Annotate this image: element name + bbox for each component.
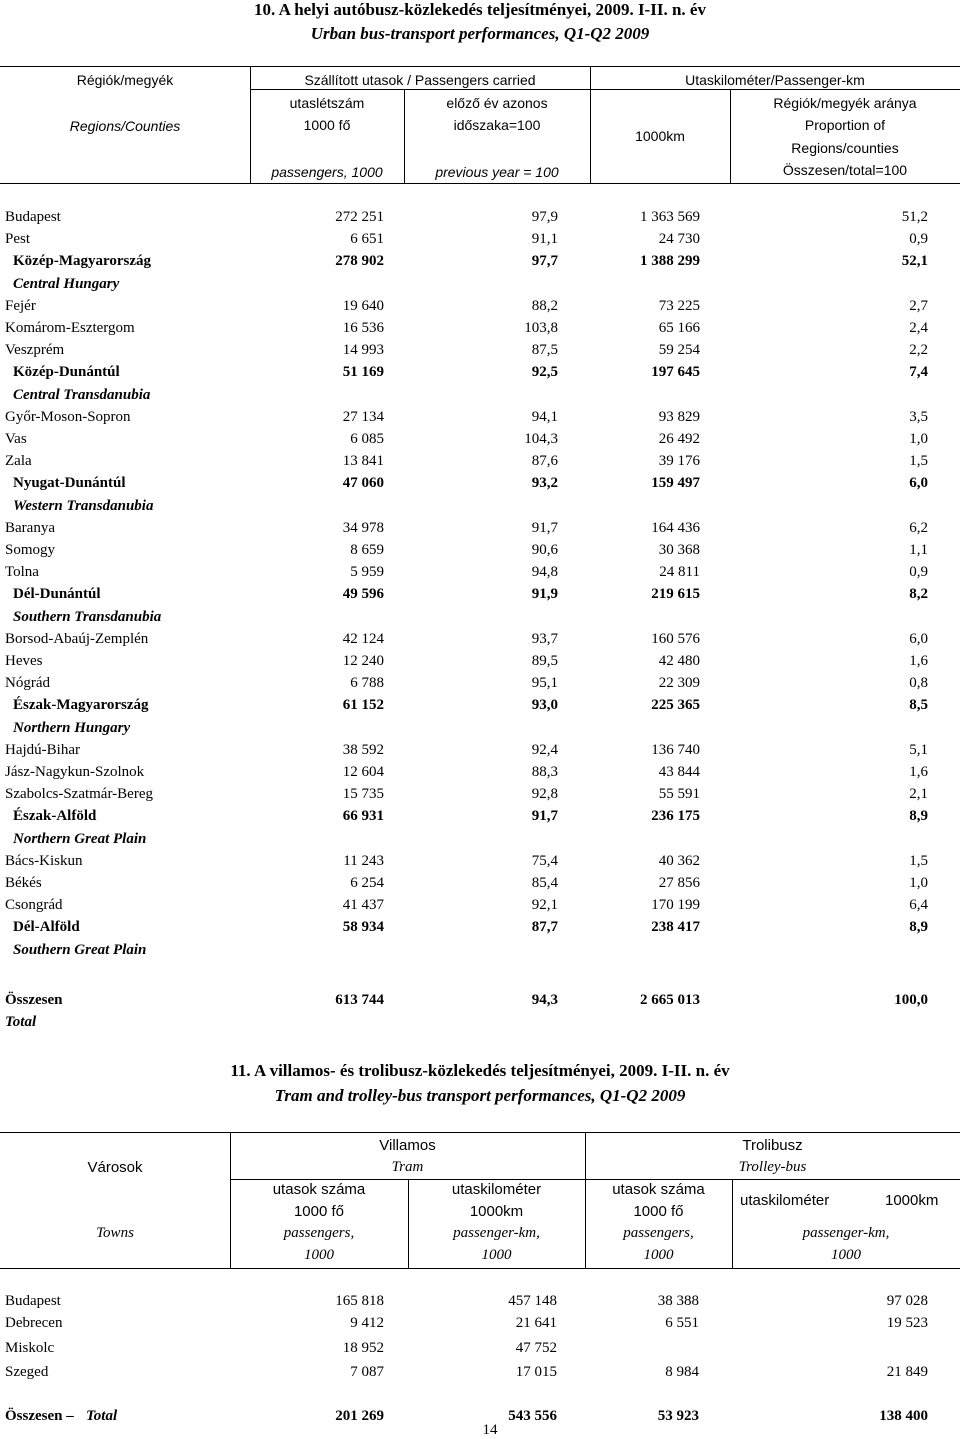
tram-passenger-km: 457 148 (508, 1293, 557, 1309)
table10-header-top-rule (0, 66, 960, 67)
row-share: 6,4 (909, 897, 928, 913)
row-km: 27 856 (658, 875, 700, 891)
row-index: 85,4 (531, 875, 558, 891)
region-row (0, 250, 960, 272)
table10-total-en-row (0, 1011, 960, 1033)
row-share: 2,2 (909, 342, 928, 358)
region-name-en: Northern Great Plain (13, 831, 147, 847)
trolley-passengers: 8 984 (665, 1364, 699, 1380)
t11-total-trolley-pass: 53 923 (657, 1408, 699, 1424)
header-trolley-pkm-hu: utaskilométer (740, 1192, 830, 1209)
row-name: Dél-Dunántúl (13, 586, 101, 602)
row-name: Veszprém (5, 342, 65, 358)
region-row (0, 361, 960, 383)
row-km: 1 388 299 (640, 253, 700, 269)
row-share: 8,9 (909, 808, 928, 824)
t11-total-trolley-pkm: 138 400 (879, 1408, 928, 1424)
row-passengers: 41 437 (342, 897, 384, 913)
trolley-passenger-km: 19 523 (886, 1315, 928, 1331)
region-name-en: Western Transdanubia (13, 498, 154, 514)
header-trolley-pkm-en-unit: 1000 (831, 1247, 861, 1263)
region-name-en-row (0, 606, 960, 628)
region-name-en: Southern Transdanubia (13, 609, 162, 625)
row-name: Tolna (5, 564, 39, 580)
row-km: 170 199 (651, 897, 700, 913)
region-name-en-row (0, 384, 960, 406)
county-row (0, 783, 960, 805)
town-row (0, 1290, 960, 1312)
table10-total-row (0, 989, 960, 1011)
row-index: 104,3 (524, 431, 558, 447)
header-count-hu: utaslétszám (289, 95, 365, 111)
total-share: 100,0 (894, 992, 928, 1008)
county-row (0, 228, 960, 250)
row-name: Békés (5, 875, 42, 891)
row-km: 24 730 (658, 231, 700, 247)
header-tram-pkm-unit: 1000km (469, 1203, 524, 1220)
row-name: Somogy (5, 542, 56, 558)
t11-total-name-en: Total (86, 1408, 118, 1424)
region-name-en: Central Hungary (13, 276, 120, 292)
header-regions-hu: Régiók/megyék (76, 72, 174, 88)
row-name: Jász-Nagykun-Szolnok (5, 764, 145, 780)
tram-passengers: 165 818 (335, 1293, 384, 1309)
row-name: Bács-Kiskun (5, 853, 83, 869)
row-km: 26 492 (658, 431, 700, 447)
row-share: 6,0 (909, 475, 928, 491)
row-index: 97,7 (531, 253, 558, 269)
row-name: Közép-Dunántúl (13, 364, 120, 380)
trolley-passenger-km: 97 028 (886, 1293, 928, 1309)
row-index: 89,5 (531, 653, 558, 669)
row-passengers: 12 604 (342, 764, 384, 780)
row-km: 30 368 (658, 542, 700, 558)
row-passengers: 12 240 (342, 653, 384, 669)
row-passengers: 5 959 (350, 564, 384, 580)
county-row (0, 672, 960, 694)
region-row (0, 916, 960, 938)
header-count-en: passengers, 1000 (271, 164, 383, 180)
header-passenger-km: Utaskilométer/Passenger-km (685, 72, 865, 88)
row-index: 90,6 (531, 542, 558, 558)
row-passengers: 16 536 (342, 320, 384, 336)
header-tram-pass-hu: utasok száma (272, 1181, 366, 1198)
header-prev-hu-2: időszaka=100 (453, 117, 541, 133)
row-index: 91,1 (531, 231, 558, 247)
row-share: 0,8 (909, 675, 928, 691)
header-tram-en: Tram (391, 1159, 424, 1175)
row-km: 22 309 (658, 675, 700, 691)
row-index: 88,3 (531, 764, 558, 780)
tram-passengers: 9 412 (350, 1315, 384, 1331)
row-passengers: 42 124 (342, 631, 384, 647)
row-index: 88,2 (531, 298, 558, 314)
county-row (0, 295, 960, 317)
row-index: 93,0 (531, 697, 558, 713)
region-name-en-row (0, 273, 960, 295)
region-row (0, 805, 960, 827)
row-passengers: 49 596 (342, 586, 384, 602)
row-share: 1,6 (909, 653, 928, 669)
row-name: Győr-Moson-Sopron (5, 409, 131, 425)
header-trolley-pkm-en: passenger-km, (802, 1225, 890, 1241)
header-share-en-2: Regions/counties (791, 140, 899, 156)
row-share: 0,9 (909, 231, 928, 247)
total-name: Összesen (5, 992, 63, 1008)
row-km: 40 362 (658, 853, 700, 869)
header-km-unit: 1000km (635, 128, 685, 144)
row-passengers: 6 085 (350, 431, 384, 447)
header-trolley-pass-hu: utasok száma (612, 1181, 705, 1198)
county-row (0, 739, 960, 761)
town-name: Debrecen (5, 1315, 63, 1331)
row-share: 1,0 (909, 431, 928, 447)
trolley-passengers: 6 551 (665, 1315, 699, 1331)
row-index: 87,7 (531, 919, 558, 935)
row-index: 91,9 (531, 586, 558, 602)
town-row (0, 1312, 960, 1334)
row-km: 225 365 (651, 697, 700, 713)
town-row (0, 1337, 960, 1359)
region-row (0, 583, 960, 605)
row-km: 65 166 (658, 320, 700, 336)
table10-header-bottom-rule (0, 183, 960, 184)
row-index: 92,5 (531, 364, 558, 380)
row-name: Budapest (5, 209, 61, 225)
row-passengers: 278 902 (335, 253, 384, 269)
header-tram-pass-en-unit: 1000 (304, 1247, 334, 1263)
table10-title-en: Urban bus-transport performances, Q1-Q2 2009 (310, 24, 650, 43)
row-name: Heves (5, 653, 43, 669)
region-name-en-row (0, 495, 960, 517)
town-name: Szeged (5, 1364, 49, 1380)
row-passengers: 34 978 (342, 520, 384, 536)
row-share: 2,4 (909, 320, 928, 336)
row-passengers: 66 931 (342, 808, 384, 824)
row-km: 55 591 (658, 786, 700, 802)
row-km: 43 844 (658, 764, 700, 780)
county-row (0, 206, 960, 228)
county-row (0, 650, 960, 672)
row-passengers: 13 841 (342, 453, 384, 469)
header-trolley-en: Trolley-bus (738, 1159, 807, 1175)
header-count-unit: 1000 fő (303, 117, 351, 133)
header-trolley-pass-unit: 1000 fő (633, 1203, 684, 1220)
region-name-en: Central Transdanubia (13, 387, 151, 403)
row-passengers: 47 060 (342, 475, 384, 491)
region-row (0, 694, 960, 716)
row-share: 0,9 (909, 564, 928, 580)
total-index: 94,3 (531, 992, 558, 1008)
region-name-en-row (0, 939, 960, 961)
header-tram-pkm-hu: utaskilométer (451, 1181, 542, 1198)
row-share: 6,2 (909, 520, 928, 536)
county-row (0, 894, 960, 916)
trolley-passenger-km: 21 849 (886, 1364, 928, 1380)
row-km: 159 497 (651, 475, 700, 491)
row-share: 1,5 (909, 853, 928, 869)
header-share-en-1: Proportion of (804, 117, 886, 133)
county-row (0, 450, 960, 472)
row-name: Közép-Magyarország (13, 253, 152, 269)
row-index: 92,8 (531, 786, 558, 802)
county-row (0, 872, 960, 894)
row-name: Borsod-Abaúj-Zemplén (5, 631, 149, 647)
row-passengers: 272 251 (335, 209, 384, 225)
row-share: 3,5 (909, 409, 928, 425)
row-km: 238 417 (651, 919, 700, 935)
header-prev-en: previous year = 100 (435, 164, 559, 180)
region-row (0, 472, 960, 494)
row-passengers: 6 254 (350, 875, 384, 891)
header-tram-pass-unit: 1000 fő (293, 1203, 345, 1220)
row-name: Csongrád (5, 897, 63, 913)
row-passengers: 61 152 (342, 697, 384, 713)
table10-header-mid-rule (250, 89, 960, 90)
row-share: 2,1 (909, 786, 928, 802)
row-index: 92,1 (531, 897, 558, 913)
table11-title-hu: 11. A villamos- és trolibusz-közlekedés teljesítményei, 2009. I-II. n. év (230, 1061, 730, 1080)
row-km: 160 576 (651, 631, 700, 647)
row-name: Nógrád (5, 675, 50, 691)
row-share: 1,0 (909, 875, 928, 891)
tram-passenger-km: 17 015 (515, 1364, 557, 1380)
row-share: 51,2 (901, 209, 928, 225)
header-tram-pkm-en-unit: 1000 (481, 1247, 512, 1263)
row-km: 136 740 (651, 742, 700, 758)
row-name: Dél-Alföld (13, 919, 80, 935)
table10-title-hu: 10. A helyi autóbusz-közlekedés teljesítményei, 2009. I-II. n. év (254, 0, 706, 19)
row-share: 1,1 (909, 542, 928, 558)
row-index: 97,9 (531, 209, 558, 225)
row-name: Zala (5, 453, 32, 469)
county-row (0, 561, 960, 583)
row-share: 2,7 (909, 298, 928, 314)
row-passengers: 27 134 (342, 409, 384, 425)
row-passengers: 15 735 (342, 786, 384, 802)
town-name: Budapest (5, 1293, 61, 1309)
row-index: 94,8 (531, 564, 558, 580)
row-share: 8,2 (909, 586, 928, 602)
row-passengers: 58 934 (342, 919, 384, 935)
row-share: 7,4 (909, 364, 928, 380)
row-share: 52,1 (901, 253, 928, 269)
row-km: 93 829 (658, 409, 700, 425)
row-index: 93,7 (531, 631, 558, 647)
header-towns-en: Towns (96, 1225, 134, 1241)
t11-total-name-hu: Összesen – (5, 1408, 74, 1424)
row-share: 8,9 (909, 919, 928, 935)
tram-passenger-km: 47 752 (515, 1340, 557, 1356)
town-name: Miskolc (5, 1340, 55, 1356)
town-row (0, 1361, 960, 1383)
row-km: 236 175 (651, 808, 700, 824)
header-trolley-pass-en-unit: 1000 (643, 1247, 674, 1263)
row-index: 87,6 (531, 453, 558, 469)
row-index: 87,5 (531, 342, 558, 358)
header-trolley-pass-en: passengers, (623, 1225, 694, 1241)
region-name-en-row (0, 828, 960, 850)
region-name-en: Northern Hungary (13, 720, 131, 736)
county-row (0, 428, 960, 450)
row-share: 1,6 (909, 764, 928, 780)
header-passengers-carried: Szállított utasok / Passengers carried (304, 72, 536, 88)
page-number: 14 (482, 1422, 498, 1438)
row-index: 103,8 (524, 320, 558, 336)
county-row (0, 517, 960, 539)
county-row (0, 761, 960, 783)
region-name-en: Southern Great Plain (13, 942, 147, 958)
row-share: 8,5 (909, 697, 928, 713)
row-name: Baranya (5, 520, 55, 536)
row-passengers: 51 169 (342, 364, 384, 380)
row-passengers: 19 640 (342, 298, 384, 314)
row-passengers: 38 592 (342, 742, 384, 758)
row-passengers: 11 243 (343, 853, 384, 869)
tram-passengers: 7 087 (350, 1364, 384, 1380)
row-km: 39 176 (658, 453, 700, 469)
county-row (0, 406, 960, 428)
header-trolley-hu: Trolibusz (742, 1137, 803, 1154)
row-name: Komárom-Esztergom (5, 320, 135, 336)
row-name: Észak-Magyarország (13, 697, 149, 713)
county-row (0, 539, 960, 561)
total-passengers: 613 744 (335, 992, 384, 1008)
row-km: 59 254 (658, 342, 700, 358)
county-row (0, 850, 960, 872)
row-name: Vas (5, 431, 27, 447)
row-share: 5,1 (909, 742, 928, 758)
t11-total-tram-pkm: 543 556 (508, 1408, 557, 1424)
county-row (0, 317, 960, 339)
header-regions-en: Regions/Counties (69, 118, 181, 134)
row-passengers: 8 659 (350, 542, 384, 558)
header-tram-pass-en: passengers, (283, 1225, 355, 1241)
row-name: Hajdú-Bihar (5, 742, 80, 758)
header-tram-hu: Villamos (379, 1137, 436, 1154)
row-km: 42 480 (658, 653, 700, 669)
tram-passenger-km: 21 641 (515, 1315, 557, 1331)
row-name: Szabolcs-Szatmár-Bereg (5, 786, 153, 802)
row-passengers: 6 651 (350, 231, 384, 247)
row-name: Pest (5, 231, 31, 247)
tram-passengers: 18 952 (342, 1340, 384, 1356)
row-index: 94,1 (531, 409, 558, 425)
row-index: 95,1 (531, 675, 558, 691)
table11-header-bottom-rule (0, 1268, 960, 1269)
row-passengers: 14 993 (342, 342, 384, 358)
row-name: Nyugat-Dunántúl (13, 475, 126, 491)
row-km: 219 615 (651, 586, 700, 602)
row-index: 91,7 (531, 808, 558, 824)
total-name-en: Total (5, 1014, 37, 1030)
header-share-total: Összesen/total=100 (782, 162, 908, 178)
trolley-passengers: 38 388 (657, 1293, 699, 1309)
row-name: Észak-Alföld (13, 808, 97, 824)
row-passengers: 6 788 (350, 675, 384, 691)
row-index: 91,7 (531, 520, 558, 536)
header-trolley-pkm-unit: 1000km (885, 1192, 939, 1209)
row-km: 1 363 569 (640, 209, 700, 225)
row-name: Fejér (5, 298, 36, 314)
row-km: 24 811 (659, 564, 700, 580)
region-name-en-row (0, 717, 960, 739)
t11-total-tram-pass: 201 269 (335, 1408, 384, 1424)
row-index: 92,4 (531, 742, 558, 758)
county-row (0, 628, 960, 650)
table11-header-top-rule (0, 1132, 960, 1133)
county-row (0, 339, 960, 361)
header-prev-hu: előző év azonos (446, 95, 548, 111)
header-tram-pkm-en: passenger-km, (453, 1225, 540, 1241)
row-share: 1,5 (909, 453, 928, 469)
row-share: 6,0 (909, 631, 928, 647)
row-index: 93,2 (531, 475, 558, 491)
row-km: 197 645 (651, 364, 700, 380)
row-km: 164 436 (651, 520, 700, 536)
row-index: 75,4 (531, 853, 558, 869)
total-km: 2 665 013 (640, 992, 700, 1008)
table11-title-en: Tram and trolley-bus transport performances, Q1-Q2 2009 (274, 1086, 686, 1105)
header-share-hu: Régiók/megyék aránya (773, 95, 917, 111)
row-km: 73 225 (658, 298, 700, 314)
header-towns-hu: Városok (87, 1159, 143, 1176)
table11-header-mid-rule (230, 1179, 960, 1180)
